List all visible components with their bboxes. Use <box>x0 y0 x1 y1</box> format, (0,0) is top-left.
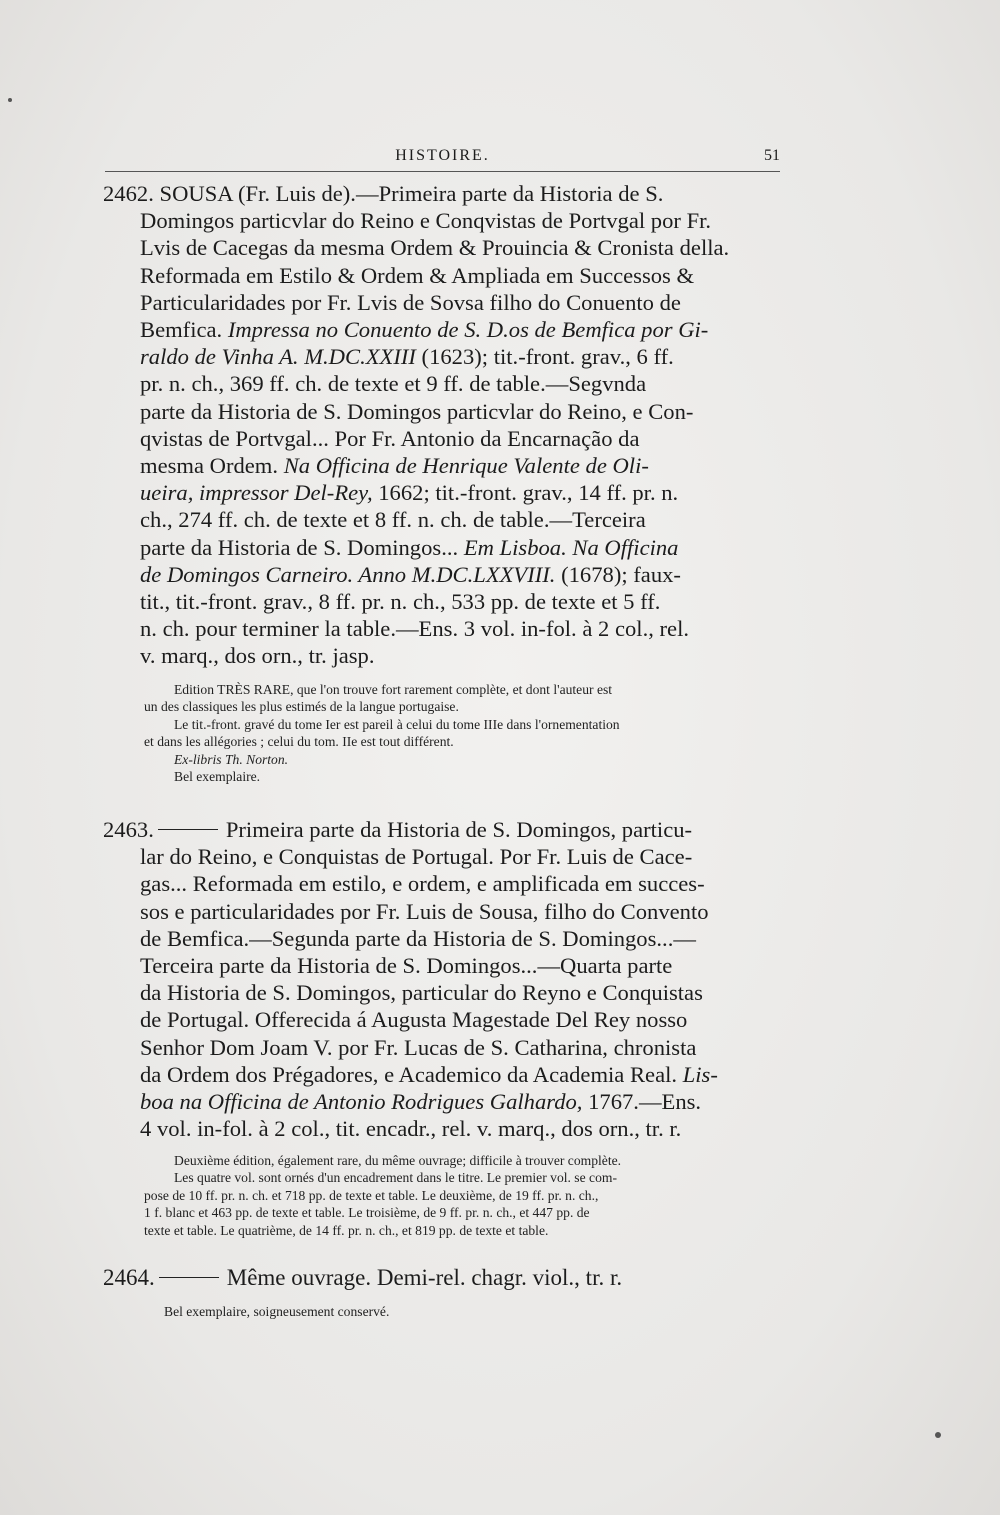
entry-imprint: ueira, impressor Del-Rey, <box>140 480 373 506</box>
page-number: 51 <box>764 147 780 164</box>
entry-line: —Primeira parte da Historia de S. <box>355 181 664 206</box>
entry-number: 2462. <box>103 181 154 206</box>
note-line: un des classiques les plus estimés de la langue portugaise. <box>144 699 459 715</box>
entry-line: Domingos particvlar do Reino e Conqvistas de Portvgal por Fr. <box>140 208 712 234</box>
entry-number: 2464. <box>103 1265 155 1290</box>
entry-line: pr. n. ch., 369 ff. ch. de texte et 9 ff. de table.—Segvnda <box>140 371 647 397</box>
note-line: Bel exemplaire. <box>174 769 261 785</box>
entry-line: sos e particularidades por Fr. Luis de Sousa, filho do Convento <box>140 898 709 924</box>
entry-line: Lvis de Cacegas da mesma Ordem & Prouincia & Cronista della. <box>140 235 730 261</box>
entry-line: parte da Historia de S. Domingos... <box>140 534 459 560</box>
entry-line: 1662; tit.-front. grav., 14 ff. pr. n. <box>378 480 679 506</box>
entry-imprint: Impressa no Conuento de S. D.os de Bemfica por Gi- <box>227 317 709 343</box>
entry-line: Senhor Dom Joam V. por Fr. Lucas de S. Catharina, chronista <box>140 1034 697 1060</box>
entry-imprint: Na Officina de Henrique Valente de Oli- <box>283 453 649 479</box>
entry-note <box>144 681 784 785</box>
entry-line: v. marq., dos orn., tr. jasp. <box>140 643 375 669</box>
ditto-rule <box>159 1277 219 1278</box>
paper-speck <box>8 98 12 102</box>
entry-line: da Ordem dos Prégadores, e Academico da Academia Real. <box>140 1061 678 1087</box>
entry-line: gas... Reformada em estilo, e ordem, e amplificada em succes- <box>140 871 705 897</box>
note-line: Les quatre vol. sont ornés d'un encadrement dans le titre. Le premier vol. se com- <box>174 1170 617 1186</box>
entry-imprint: raldo de Vinha A. M.DC.XXIII <box>140 344 416 370</box>
entry-line: Reformada em Estilo & Ordem & Ampliada em Successos & <box>140 262 695 288</box>
entry-line: (1623); tit.-front. grav., 6 ff. <box>421 344 674 370</box>
note-line: texte et table. Le quatrième, de 14 ff. pr. n. ch., et 819 pp. de texte et table. <box>144 1222 549 1238</box>
note-line: Le tit.-front. gravé du tome Ier est pareil à celui du tome IIIe dans l'ornementation <box>174 716 620 732</box>
note-line: Edition TRÈS RARE, que l'on trouve fort rarement complète, et dont l'auteur est <box>174 682 613 697</box>
entry-number: 2463. <box>103 817 154 842</box>
entry-line: (1678); faux- <box>561 561 681 587</box>
note-line: Bel exemplaire, soigneusement conservé. <box>164 1304 390 1319</box>
entry-line: Terceira parte da Historia de S. Domingos...—Quarta parte <box>140 953 673 979</box>
entry-line: lar do Reino, e Conquistas de Portugal. Por Fr. Luis de Cace- <box>140 844 693 870</box>
entry-line: tit., tit.-front. grav., 8 ff. pr. n. ch., 533 pp. de texte et 5 ff. <box>140 589 661 615</box>
entry-line: Bemfica. <box>140 317 223 343</box>
entry-line: mesma Ordem. <box>140 453 279 479</box>
entry-line: 1767.—Ens. <box>588 1089 702 1115</box>
entry-2463 <box>103 816 784 1142</box>
entry-line: n. ch. pour terminer la table.—Ens. 3 vol. in-fol. à 2 col., rel. <box>140 616 690 642</box>
entry-2464 <box>103 1264 784 1291</box>
entry-imprint: Lis- <box>682 1061 718 1087</box>
entry-line: Particularidades por Fr. Lvis de Sovsa filho do Conuento de <box>140 289 681 315</box>
entry-imprint: boa na Officina de Antonio Rodrigues Galhardo, <box>140 1089 583 1115</box>
running-header <box>105 145 780 172</box>
entry-line: qvistas de Portvgal... Por Fr. Antonio da Encarnação da <box>140 425 640 451</box>
note-line: 1 f. blanc et 463 pp. de texte et table. Le troisième, de 9 ff. pr. n. ch., et 447 pp. de <box>144 1205 590 1221</box>
paper-speck <box>935 1432 941 1438</box>
entry-note <box>144 1152 784 1239</box>
note-line: Ex-libris Th. Norton. <box>174 751 289 767</box>
note-line: et dans les allégories ; celui du tom. IIe est tout différent. <box>144 734 454 750</box>
entry-imprint: de Domingos Carneiro. Anno M.DC.LXXVIII. <box>140 561 556 587</box>
entry-line: parte da Historia de S. Domingos particvlar do Reino, e Con- <box>140 398 694 424</box>
entry-author: SOUSA (Fr. Luis de). <box>159 181 356 206</box>
note-line: pose de 10 ff. pr. n. ch. et 718 pp. de texte et table. Le deuxième, de 19 ff. pr. n. ch., <box>144 1187 599 1203</box>
entry-line: Même ouvrage. Demi-rel. chagr. viol., tr. r. <box>226 1265 623 1290</box>
entry-imprint: Em Lisboa. Na Officina <box>463 534 679 560</box>
entry-line: de Portugal. Offerecida á Augusta Magestade Del Rey nosso <box>140 1007 688 1033</box>
entry-line: 4 vol. in-fol. à 2 col., tit. encadr., rel. v. marq., dos orn., tr. r. <box>140 1116 682 1142</box>
header-title: HISTOIRE. <box>395 147 490 164</box>
entry-2462 <box>103 180 784 670</box>
note-line: Deuxième édition, également rare, du même ouvrage; difficile à trouver complète. <box>174 1153 622 1168</box>
entry-line: de Bemfica.—Segunda parte da Historia de S. Domingos...— <box>140 925 696 951</box>
ditto-rule <box>158 829 218 830</box>
entry-note <box>144 1303 784 1320</box>
entry-line: da Historia de S. Domingos, particular do Reyno e Conquistas <box>140 980 703 1006</box>
entry-line: ch., 274 ff. ch. de texte et 8 ff. n. ch. de table.—Terceira <box>140 507 646 533</box>
entry-line: Primeira parte da Historia de S. Domingos, particu- <box>225 817 693 842</box>
